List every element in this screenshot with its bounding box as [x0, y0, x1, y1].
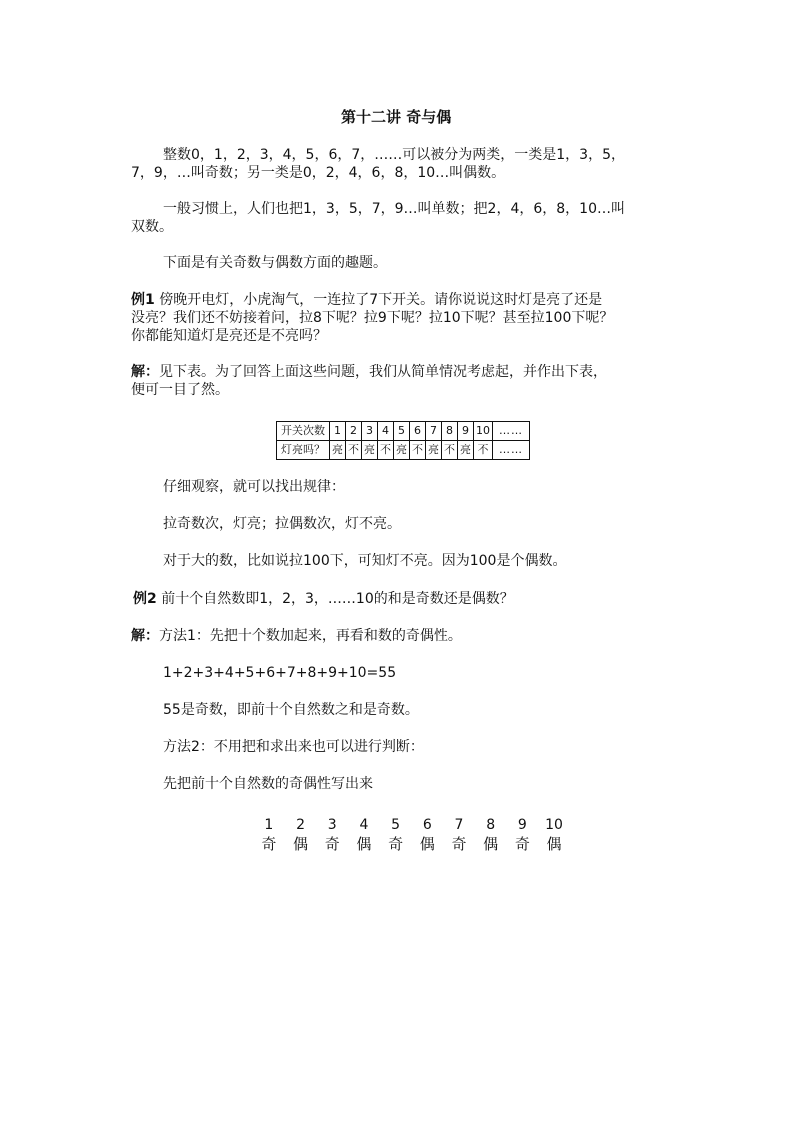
table-cell: 不 — [474, 441, 493, 460]
sequence-parity: 偶 — [419, 835, 435, 853]
table-row — [277, 441, 530, 460]
table-cell: 亮 — [426, 441, 442, 460]
table-cell: 亮 — [458, 441, 474, 460]
table-cell: 不 — [410, 441, 426, 460]
parity-column — [507, 816, 539, 854]
parity-sequence — [253, 816, 570, 854]
intro-paragraph-1-line-1: 整数0，1，2，3，4，5，6，7，……可以被分为两类，一类是1，3，5， — [163, 147, 625, 163]
solution-1-label: 解： — [131, 364, 159, 380]
table-cell: 亮 — [330, 441, 346, 460]
table-cell: 2 — [346, 422, 362, 441]
parity-column — [411, 816, 443, 854]
sum-result: 55是奇数，即前十个自然数之和是奇数。 — [163, 702, 419, 718]
intro-paragraph-3: 下面是有关奇数与偶数方面的趣题。 — [163, 255, 387, 271]
parity-column — [380, 816, 412, 854]
parity-column — [316, 816, 348, 854]
table-cell-ellipsis: …… — [493, 441, 530, 460]
table-cell: 5 — [394, 422, 410, 441]
table-cell: 亮 — [394, 441, 410, 460]
intro-paragraph-2-line-1: 一般习惯上，人们也把1，3，5，7，9…叫单数；把2，4，6，8，10…叫 — [163, 201, 625, 217]
table-cell: 3 — [362, 422, 378, 441]
rule-line: 拉奇数次，灯亮；拉偶数次，灯不亮。 — [163, 516, 401, 532]
sequence-parity: 奇 — [261, 835, 277, 853]
method-1-text: 方法1：先把十个数加起来，再看和数的奇偶性。 — [159, 628, 462, 644]
example-1-label: 例1 — [131, 292, 155, 308]
sequence-parity: 偶 — [483, 835, 499, 853]
table-cell-ellipsis: …… — [493, 422, 530, 441]
sequence-number: 9 — [517, 817, 527, 833]
method-2-text: 方法2：不用把和求出来也可以进行判断： — [163, 739, 424, 755]
example-1-line-1 — [131, 290, 602, 310]
sequence-parity: 偶 — [546, 835, 562, 853]
page-title: 第十二讲 奇与偶 — [341, 108, 452, 126]
parity-column — [253, 816, 285, 854]
sequence-parity: 奇 — [388, 835, 404, 853]
sequence-number: 1 — [264, 817, 274, 833]
table-cell: 8 — [442, 422, 458, 441]
table-cell: 不 — [378, 441, 394, 460]
solution-1-line-1 — [131, 362, 607, 382]
sequence-parity: 奇 — [451, 835, 467, 853]
sequence-parity: 奇 — [514, 835, 530, 853]
sequence-number: 5 — [391, 817, 401, 833]
parity-column — [285, 816, 317, 854]
table-cell: 1 — [330, 422, 346, 441]
parity-column — [538, 816, 570, 854]
solution-1-text-1: 见下表。为了回答上面这些问题，我们从简单情况考虑起，并作出下表， — [159, 364, 607, 380]
sequence-number: 2 — [296, 817, 305, 833]
example-1-line-2: 没亮？我们还不妨接着问，拉8下呢？拉9下呢？拉10下呢？甚至拉100下呢？ — [131, 310, 614, 326]
example-2-text: 前十个自然数即1，2，3，……10的和是奇数还是偶数？ — [156, 591, 514, 607]
sequence-number: 4 — [359, 817, 369, 833]
example-2-label: 例2 — [133, 591, 157, 607]
solution-2-line-1 — [131, 626, 462, 646]
intro-paragraph-2-line-2: 双数。 — [131, 219, 173, 235]
intro-paragraph-1-line-2: 7，9，…叫奇数；另一类是0，2，4，6，8，10…叫偶数。 — [131, 165, 506, 181]
table-cell: 10 — [474, 422, 493, 441]
example-2-line — [133, 589, 514, 609]
parity-column — [475, 816, 507, 854]
table-row-header: 开关次数 — [277, 422, 330, 441]
solution-1-line-2: 便可一目了然。 — [131, 382, 229, 398]
method-2-step: 先把前十个自然数的奇偶性写出来 — [163, 776, 373, 792]
parity-column — [443, 816, 475, 854]
sequence-parity: 奇 — [324, 835, 340, 853]
table-cell: 亮 — [362, 441, 378, 460]
conclusion-line: 对于大的数，比如说拉100下，可知灯不亮。因为100是个偶数。 — [163, 553, 567, 569]
table-cell: 6 — [410, 422, 426, 441]
parity-column — [348, 816, 380, 854]
table-cell: 9 — [458, 422, 474, 441]
solution-2-label: 解： — [131, 628, 159, 644]
example-1-line-3: 你都能知道灯是亮还是不亮吗？ — [131, 328, 327, 344]
table-row-header: 灯亮吗？ — [277, 441, 330, 460]
sequence-number: 8 — [486, 817, 496, 833]
sequence-number: 7 — [454, 817, 464, 833]
sequence-number: 10 — [545, 817, 563, 833]
table-row — [277, 422, 530, 441]
example-1-text-1: 傍晚开电灯，小虎淘气，一连拉了7下开关。请你说说这时灯是亮了还是 — [154, 292, 603, 308]
sequence-number: 6 — [422, 817, 432, 833]
table-cell: 不 — [346, 441, 362, 460]
sequence-parity: 偶 — [293, 835, 309, 853]
sequence-parity: 偶 — [356, 835, 372, 853]
table-cell: 不 — [442, 441, 458, 460]
table-cell: 4 — [378, 422, 394, 441]
switch-light-table — [276, 421, 530, 460]
sum-equation: 1+2+3+4+5+6+7+8+9+10=55 — [163, 665, 397, 681]
sequence-number: 3 — [327, 817, 337, 833]
table-cell: 7 — [426, 422, 442, 441]
observe-line: 仔细观察，就可以找出规律： — [163, 479, 345, 495]
